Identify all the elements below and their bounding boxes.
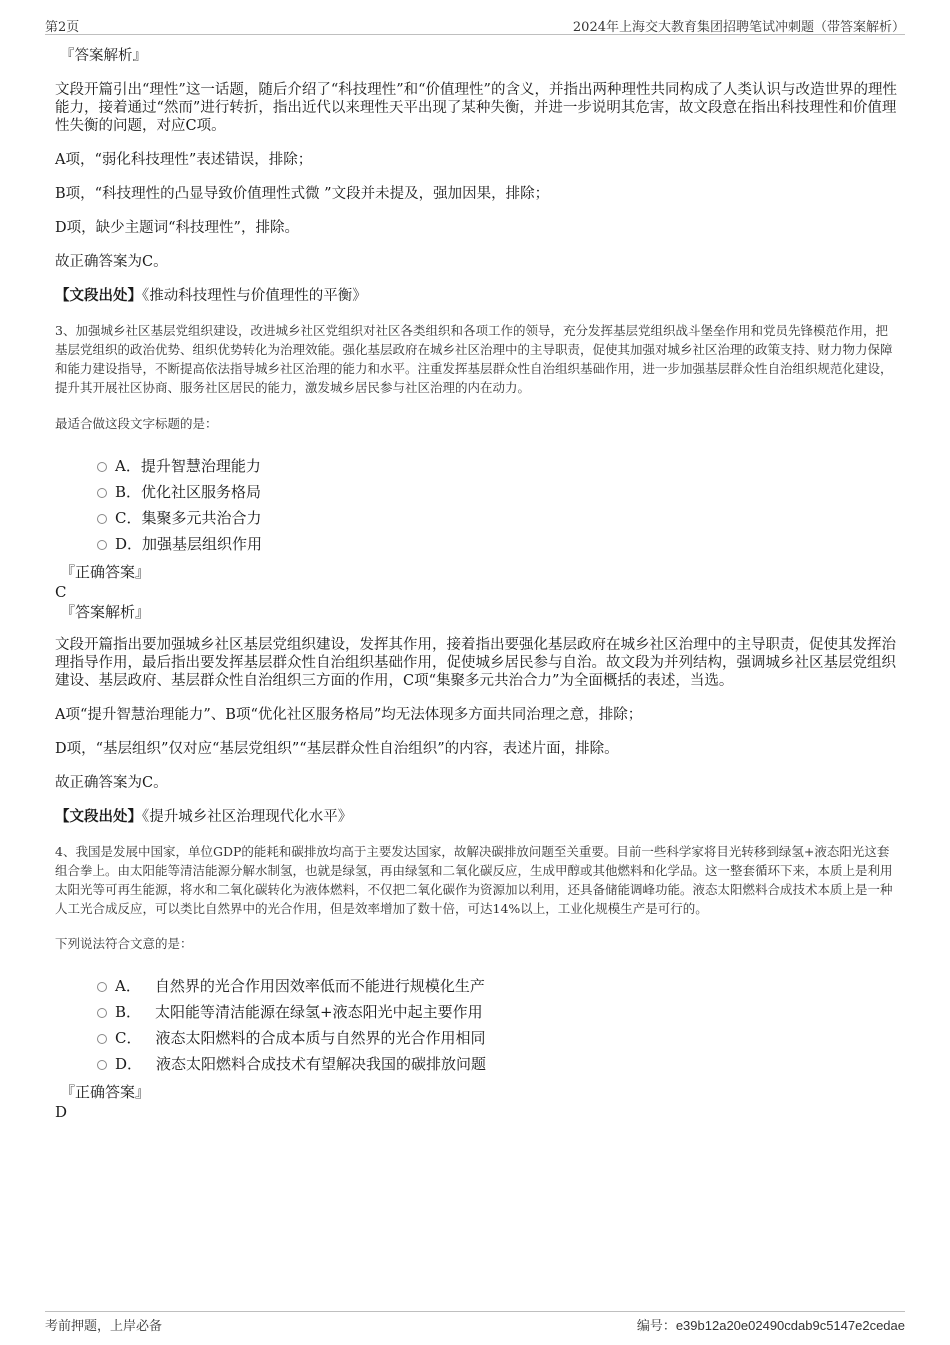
radio-icon[interactable] [97, 488, 107, 498]
option-letter: A． [115, 457, 141, 475]
q2-source-title: 《推动科技理性与价值理性的平衡》 [142, 288, 367, 304]
q2-source-label: 【文段出处】 [55, 287, 142, 304]
page-content [55, 47, 900, 1121]
q3-prompt: 最适合做这段文字标题的是： [55, 416, 218, 431]
q2-source [55, 287, 900, 305]
option-letter: C． [115, 509, 142, 527]
q2-analysis-label: 『答案解析』 [60, 48, 147, 64]
option-text: 集聚多元共治合力 [141, 509, 262, 527]
q2-reason-d: D项，缺少主题词“科技理性”，排除。 [55, 220, 299, 236]
q2-analysis-text: 文段开篇引出“理性”这一话题，随后介绍了“科技理性”和“价值理性”的含义，并指出两种理性共同构成了人类认识与改造世界的理性能力，接着通过“然而”进行转折，指出近代以来理性天平出现了某种失衡，并进一步说明其危害，故文段意在指出科技理性和价值理性失衡的问题，对应C项。 [55, 82, 897, 134]
footer-code-value: e39b12a20e02490cdab9c5147e2cedae [675, 1318, 905, 1333]
footer-code-label: 编号： [636, 1319, 676, 1334]
q4-stem: 4、我国是发展中国家，单位GDP的能耗和碳排放均高于主要发达国家，故解决碳排放问题至关重要。目前一些科学家将目光转移到绿氢+液态阳光这套组合拳上。由太阳能等清洁能源分解水制氢，也就是绿氢，再由绿氢和二氧化碳反应，生成甲醇或其他燃料和化学品。这一整套循环下来，本质上是利用太阳光等可再生能源，将水和二氧化碳转化为液体燃料，不仅把二氧化碳作为资源加以利用，还具备储能调峰功能。液态太阳燃料合成技术本质上是一种人工光合成反应，可以类比自然界中的光合作用，但是效率增加了数十倍，可达14%以上，工业化规模生产是可行的。 [55, 844, 893, 916]
option-text: 加强基层组织作用 [142, 535, 263, 553]
q3-option-a[interactable] [55, 453, 900, 479]
option-letter: C． [115, 1029, 142, 1047]
q3-analysis-text: 文段开篇指出要加强城乡社区基层党组织建设，发挥其作用，接着指出要强化基层政府在城乡社区治理中的主导职责，促使其发挥治理指导作用，最后指出要发挥基层群众性自治组织基础作用，促使城乡居民参与自治。故文段为并列结构，强调城乡社区基层党组织建设、基层政府、基层群众性自治组织三方面的作用，C项“集聚多元共治合力”为全面概括的表述，当选。 [55, 637, 896, 689]
q4-option-c[interactable] [55, 1025, 900, 1051]
radio-icon[interactable] [97, 1060, 107, 1070]
q3-source [55, 808, 900, 826]
q4-option-b[interactable] [55, 999, 900, 1025]
radio-icon[interactable] [97, 1034, 107, 1044]
document-title: 2024年上海交大教育集团招聘笔试冲刺题（带答案解析） [572, 20, 905, 35]
q3-correct-label: 『正确答案』 [60, 563, 151, 581]
option-letter: B． [115, 483, 142, 501]
option-letter: D． [115, 535, 143, 553]
option-text: 优化社区服务格局 [141, 483, 262, 501]
q3-analysis-label: 『答案解析』 [60, 603, 151, 621]
page-number: 第2页 [45, 20, 80, 35]
option-text: 液态太阳燃料的合成本质与自然界的光合作用相同 [155, 1029, 486, 1047]
q4-options [55, 973, 900, 1077]
q4-correct-answer: D [55, 1103, 68, 1121]
footer-slogan: 考前押题，上岸必备 [45, 1319, 163, 1334]
q3-stem: 3、加强城乡社区基层党组织建设，改进城乡社区党组织对社区各类组织和各项工作的领导，充分发挥基层党组织战斗堡垒作用和党员先锋模范作用，把基层党组织的政治优势、组织优势转化为治理效能。强化基层政府在城乡社区治理中的主导职责，促使其加强对城乡社区治理的政策支持、财力物力保障和能力建设指导，不断提高依法指导城乡社区治理的能力和水平。注重发挥基层群众性自治组织基础作用，进一步加强基层群众性自治组织规范化建设，提升其开展社区协商、服务社区居民的能力，激发城乡居民参与社区治理的内在动力。 [55, 323, 893, 395]
q4-correct-label: 『正确答案』 [60, 1083, 151, 1101]
q3-options [55, 453, 900, 557]
radio-icon[interactable] [97, 982, 107, 992]
q2-reason-a: A项，“弱化科技理性”表述错误，排除； [55, 152, 313, 168]
q3-option-c[interactable] [55, 505, 900, 531]
page-footer [45, 1311, 905, 1334]
q3-reason-d: D项，“基层组织”仅对应“基层党组织”“基层群众性自治组织”的内容，表述片面，排除。 [55, 741, 619, 757]
q2-conclusion: 故正确答案为C。 [55, 254, 168, 270]
q3-option-b[interactable] [55, 479, 900, 505]
option-text: 提升智慧治理能力 [140, 457, 261, 475]
footer-code [637, 1315, 905, 1334]
q3-source-title: 《提升城乡社区治理现代化水平》 [142, 809, 353, 825]
q3-source-label: 【文段出处】 [55, 808, 142, 825]
q4-option-d[interactable] [55, 1051, 900, 1077]
option-text: 太阳能等清洁能源在绿氢+液态阳光中起主要作用 [155, 1003, 483, 1021]
option-text: 自然界的光合作用因效率低而不能进行规模化生产 [154, 977, 485, 995]
option-text: 液态太阳燃料合成技术有望解决我国的碳排放问题 [156, 1055, 487, 1073]
radio-icon[interactable] [97, 1008, 107, 1018]
q3-option-d[interactable] [55, 531, 900, 557]
q3-correct-answer: C [55, 583, 67, 601]
q4-option-a[interactable] [55, 973, 900, 999]
q4-prompt: 下列说法符合文意的是： [55, 936, 193, 951]
option-letter: A． [115, 977, 141, 995]
q2-reason-b: B项，“科技理性的凸显导致价值理性式微 ”文段并未提及，强加因果，排除； [55, 186, 550, 202]
option-letter: B． [115, 1003, 142, 1021]
page-header [45, 14, 905, 35]
q3-conclusion: 故正确答案为C。 [55, 775, 168, 791]
radio-icon[interactable] [97, 540, 107, 550]
q3-reason-ab: A项“提升智慧治理能力”、B项“优化社区服务格局”均无法体现多方面共同治理之意，排除； [55, 707, 643, 723]
radio-icon[interactable] [97, 514, 107, 524]
radio-icon[interactable] [97, 462, 107, 472]
option-letter: D． [115, 1055, 143, 1073]
